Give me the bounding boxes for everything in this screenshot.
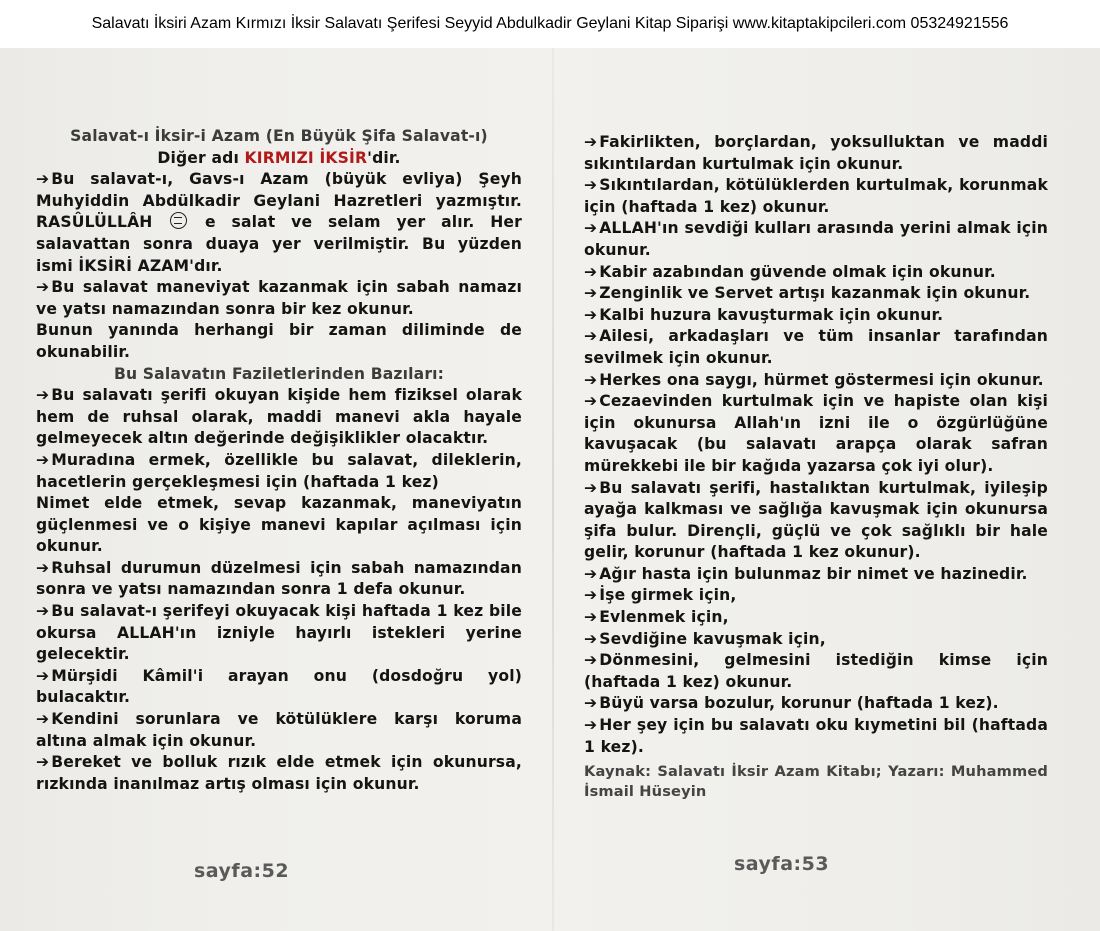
subtitle-suffix: 'dir. xyxy=(367,148,401,167)
list-item-text: Mürşidi Kâmil'i arayan onu (dosdoğru yol) bulacaktır. xyxy=(36,666,522,707)
intro-text-b: e salat ve selam yer alır. Her salavattan sonra duaya yer verilmiştir. Bu yüzden ismi İKSİRİ AZAM'dır. xyxy=(36,213,522,275)
list-item xyxy=(584,693,1048,715)
paragraph-intro xyxy=(36,169,522,277)
page-number-left: sayfa:52 xyxy=(194,860,290,882)
list-item xyxy=(584,262,1048,284)
list-item-text: Zenginlik ve Servet artışı kazanmak için okunur. xyxy=(599,284,1031,303)
arrow-icon: ➔ xyxy=(584,564,598,583)
section-subheading: Bu Salavatın Faziletlerinden Bazıları: xyxy=(113,364,445,383)
banner-text: Salavatı İksiri Azam Kırmızı İksir Salavatı Şerifesi Seyyid Abdulkadir Geylani Kitap Siparişi www.kitaptakipcileri.com 05324921556 xyxy=(91,15,1009,32)
list-item-text: Herkes ona saygı, hürmet göstermesi için okunur. xyxy=(599,370,1044,389)
list-item xyxy=(584,607,1048,629)
paragraph-anytime: Bunun yanında herhangi bir zaman diliminde de okunabilir. xyxy=(36,321,522,361)
list-item-text: Muradına ermek, özellikle bu salavat, dileklerin, hacetlerin gerçekleşmesi için (haftada 1 kez) xyxy=(36,450,522,491)
arrow-icon: ➔ xyxy=(584,716,598,735)
list-item-text: Cezaevinden kurtulmak için ve hapiste olan kişi için okunursa Allah'ın izni ile o özgürlüğüne kavuşacak (bu salavatı arapça olarak safran mürekkebi ile bir kağıda yazarsa çok iyi olur). xyxy=(584,392,1048,475)
list-item-text: Ağır hasta için bulunmaz bir nimet ve hazinedir. xyxy=(599,564,1028,583)
paragraph-when xyxy=(36,277,522,320)
arrow-icon: ➔ xyxy=(36,450,50,469)
list-item xyxy=(584,175,1048,218)
list-item-text: Bu salavatı şerifi okuyan kişide hem fiziksel olarak hem de ruhsal olarak, maddi manevi akla hayale gelmeyecek altın değerinde değişiklikler olacaktır. xyxy=(36,386,522,448)
arrow-icon: ➔ xyxy=(36,666,50,685)
arrow-icon: ➔ xyxy=(584,629,598,648)
paragraph-nimet: Nimet elde etmek, sevap kazanmak, maneviyatın güçlenmesi ve o kişiye manevi kapılar açılması için okunur. xyxy=(36,494,522,556)
arrow-icon: ➔ xyxy=(584,608,598,627)
page-subtitle xyxy=(36,148,522,170)
list-item-text: Fakirlikten, borçlardan, yoksulluktan ve maddi sıkıntılardan kurtulmak için okunur. xyxy=(584,133,1048,173)
list-item xyxy=(584,370,1048,392)
arrow-icon: ➔ xyxy=(584,262,598,281)
list-item-text: ALLAH'ın sevdiği kulları arasında yerini almak için okunur. xyxy=(584,219,1048,259)
arrow-icon: ➔ xyxy=(584,284,598,303)
list-item xyxy=(584,218,1048,261)
list-item xyxy=(584,629,1048,651)
list-item xyxy=(584,478,1048,564)
arrow-icon: ➔ xyxy=(584,586,598,605)
list-item-text: Büyü varsa bozulur, korunur (haftada 1 kez). xyxy=(599,694,999,713)
header-banner xyxy=(0,0,1100,48)
list-item-text: Ruhsal durumun düzelmesi için sabah namazından sonra ve yatsı namazından sonra 1 defa okunur. xyxy=(36,558,522,599)
list-item xyxy=(36,666,522,709)
intro-text-a: Bu salavat-ı, Gavs-ı Azam (büyük evliya) Şeyh Muhyiddin Abdülkadir Geylani Hazretleri yazmıştır. RASÛLÜLLÂH xyxy=(36,170,522,232)
list-item-text: Bu salavatı şerifi, hastalıktan kurtulmak, iyileşip ayağa kalkması ve sağlığa kavuşmak için okunursa şifa bulur. Dirençli, güçlü ve çok sağlıklı bir hale gelir, korunur (haftada 1 kez okunur). xyxy=(584,478,1048,562)
list-item xyxy=(584,715,1048,758)
arrow-icon: ➔ xyxy=(584,370,598,389)
list-item-text: Evlenmek için, xyxy=(599,608,729,627)
arrow-icon: ➔ xyxy=(584,219,598,238)
arrow-icon: ➔ xyxy=(584,305,598,324)
arrow-icon: ➔ xyxy=(36,558,50,577)
highlight-red-text: KIRMIZI İKSİR xyxy=(244,148,368,167)
arrow-icon: ➔ xyxy=(584,651,598,670)
right-page xyxy=(584,132,1048,802)
list-item-text: Sevdiğine kavuşmak için, xyxy=(599,629,826,648)
arrow-icon: ➔ xyxy=(36,753,50,772)
arrow-icon: ➔ xyxy=(36,170,50,189)
list-item xyxy=(584,326,1048,369)
list-item xyxy=(584,283,1048,305)
list-item xyxy=(36,709,522,752)
list-item xyxy=(36,558,522,601)
list-item xyxy=(584,585,1048,607)
list-item xyxy=(584,132,1048,175)
arrow-icon: ➔ xyxy=(584,694,598,713)
sallallahu-symbol-icon xyxy=(170,212,187,229)
list-item-text: Bu salavat-ı şerifeyi okuyacak kişi haftada 1 kez bile okursa ALLAH'ın izniyle hayırlı istekleri yerine gelecektir. xyxy=(36,602,522,664)
list-item xyxy=(584,650,1048,693)
list-item xyxy=(36,385,522,450)
list-item-text: Bereket ve bolluk rızık elde etmek için okunursa, rızkında inanılmaz artış olması için okunur. xyxy=(36,753,522,793)
list-item-text: Dönmesini, gelmesini istediğin kimse için (haftada 1 kez) okunur. xyxy=(584,651,1048,691)
source-citation: Kaynak: Salavatı İksir Azam Kitabı; Yazarı: Muhammed İsmail Hüseyin xyxy=(584,763,1048,801)
list-item xyxy=(36,752,522,795)
when-text: Bu salavat maneviyat kazanmak için sabah namazı ve yatsı namazından sonra bir kez okunur. xyxy=(36,278,522,318)
list-item-text: Her şey için bu salavatı oku kıymetini bil (haftada 1 kez). xyxy=(584,716,1048,756)
page-number-right: sayfa:53 xyxy=(734,853,830,875)
book-gutter xyxy=(552,48,554,931)
list-item xyxy=(584,305,1048,327)
arrow-icon: ➔ xyxy=(36,710,50,729)
list-item-text: Kabir azabından güvende olmak için okunur. xyxy=(599,262,996,281)
subtitle-prefix: Diğer adı xyxy=(157,148,245,167)
arrow-icon: ➔ xyxy=(584,327,598,346)
list-item xyxy=(584,391,1048,477)
arrow-icon: ➔ xyxy=(584,392,598,411)
list-item-text: İşe girmek için, xyxy=(599,586,737,605)
arrow-icon: ➔ xyxy=(36,278,50,297)
list-item-text: Kalbi huzura kavuşturmak için okunur. xyxy=(599,305,944,324)
list-item-text: Kendini sorunlara ve kötülüklere karşı koruma altına almak için okunur. xyxy=(36,710,522,750)
list-item-text: Sıkıntılardan, kötülüklerden kurtulmak, korunmak için (haftada 1 kez) okunur. xyxy=(584,176,1048,216)
arrow-icon: ➔ xyxy=(36,386,50,405)
arrow-icon: ➔ xyxy=(584,478,598,497)
benefits-list xyxy=(584,132,1048,758)
list-item xyxy=(36,601,522,666)
list-item-text: Ailesi, arkadaşları ve tüm insanlar tarafından sevilmek için okunur. xyxy=(584,327,1048,367)
arrow-icon: ➔ xyxy=(584,176,598,195)
left-page xyxy=(36,126,522,795)
arrow-icon: ➔ xyxy=(36,602,50,621)
arrow-icon: ➔ xyxy=(584,133,598,151)
list-item xyxy=(36,450,522,493)
list-item xyxy=(584,564,1048,586)
page-title: Salavat-ı İksir-i Azam (En Büyük Şifa Salavat-ı) xyxy=(70,127,488,145)
